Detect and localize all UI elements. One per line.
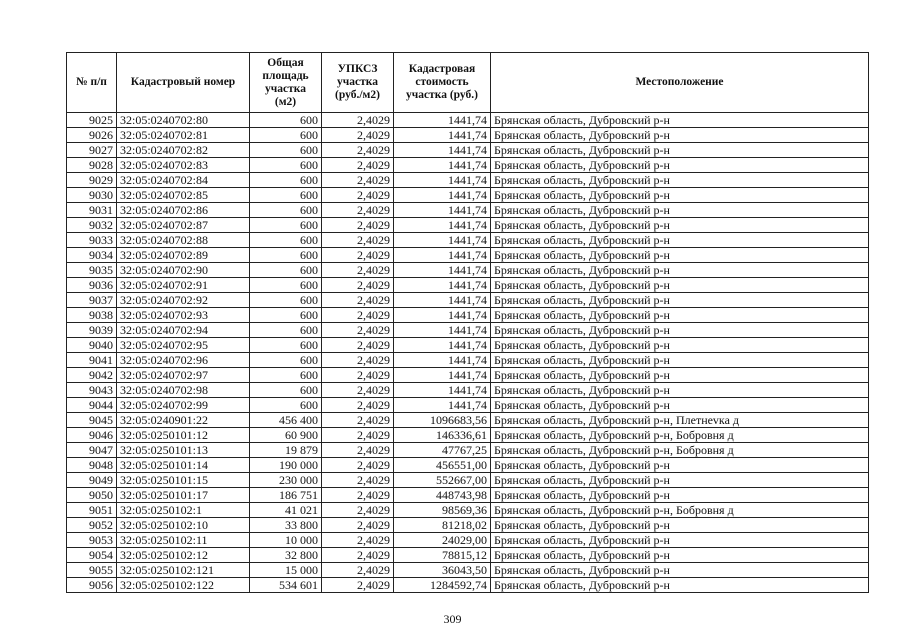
table-body [67,113,869,593]
cell-cost: 81218,02 [394,518,491,533]
cell-cadastral: 32:05:0240702:83 [117,158,250,173]
cell-num: 9049 [67,473,117,488]
cell-location: Брянская область, Дубровский р-н [491,533,869,548]
cell-upksz: 2,4029 [322,368,394,383]
cell-area: 600 [250,128,322,143]
table-row [67,428,869,443]
cell-cost: 1441,74 [394,113,491,128]
cell-num: 9040 [67,338,117,353]
cell-location: Брянская область, Дубровский р-н [491,368,869,383]
cell-location: Брянская область, Дубровский р-н [491,563,869,578]
cell-location: Брянская область, Дубровский р-н [491,518,869,533]
cell-location: Брянская область, Дубровский р-н [491,458,869,473]
cell-area: 600 [250,323,322,338]
cell-area: 600 [250,113,322,128]
cell-cadastral: 32:05:0240702:80 [117,113,250,128]
cell-area: 600 [250,173,322,188]
header-cost: Кадастровая стоимость участка (руб.) [394,53,491,113]
table-row [67,548,869,563]
table-row [67,233,869,248]
table-row [67,113,869,128]
cell-cadastral: 32:05:0240702:91 [117,278,250,293]
table-row [67,128,869,143]
cell-location: Брянская область, Дубровский р-н [491,578,869,593]
table-row [67,473,869,488]
cell-area: 600 [250,203,322,218]
cell-upksz: 2,4029 [322,248,394,263]
cell-upksz: 2,4029 [322,323,394,338]
cell-upksz: 2,4029 [322,128,394,143]
cell-location: Брянская область, Дубровский р-н [491,128,869,143]
table-row [67,263,869,278]
table-row [67,383,869,398]
cell-num: 9051 [67,503,117,518]
cell-num: 9047 [67,443,117,458]
cell-location: Брянская область, Дубровский р-н [491,158,869,173]
cell-cost: 1441,74 [394,173,491,188]
cell-num: 9036 [67,278,117,293]
table-row [67,323,869,338]
cell-area: 600 [250,338,322,353]
cell-area: 600 [250,308,322,323]
cell-upksz: 2,4029 [322,578,394,593]
cell-upksz: 2,4029 [322,158,394,173]
cell-cost: 1441,74 [394,128,491,143]
cell-cost: 1441,74 [394,353,491,368]
cell-upksz: 2,4029 [322,413,394,428]
table-row [67,518,869,533]
cell-location: Брянская область, Дубровский р-н [491,278,869,293]
cell-num: 9026 [67,128,117,143]
cell-cadastral: 32:05:0250102:1 [117,503,250,518]
cell-upksz: 2,4029 [322,473,394,488]
cell-cost: 78815,12 [394,548,491,563]
table-row [67,158,869,173]
table-row [67,338,869,353]
cell-cadastral: 32:05:0240702:88 [117,233,250,248]
cell-cadastral: 32:05:0240702:90 [117,263,250,278]
cell-area: 15 000 [250,563,322,578]
cell-cadastral: 32:05:0240702:93 [117,308,250,323]
cell-area: 600 [250,398,322,413]
cell-cost: 456551,00 [394,458,491,473]
table-row [67,503,869,518]
table-row [67,203,869,218]
cell-cost: 552667,00 [394,473,491,488]
cell-cost: 98569,36 [394,503,491,518]
cell-upksz: 2,4029 [322,173,394,188]
cell-location: Брянская область, Дубровский р-н [491,113,869,128]
cell-location: Брянская область, Дубровский р-н [491,203,869,218]
table-row [67,578,869,593]
cell-upksz: 2,4029 [322,233,394,248]
cell-cost: 1441,74 [394,248,491,263]
cell-cadastral: 32:05:0240702:85 [117,188,250,203]
cell-cost: 24029,00 [394,533,491,548]
cell-cadastral: 32:05:0240702:84 [117,173,250,188]
cell-num: 9044 [67,398,117,413]
cell-area: 534 601 [250,578,322,593]
cell-cost: 1096683,56 [394,413,491,428]
header-location: Местоположение [491,53,869,113]
table-row [67,563,869,578]
cell-upksz: 2,4029 [322,113,394,128]
cell-cadastral: 32:05:0250102:122 [117,578,250,593]
cell-num: 9055 [67,563,117,578]
cell-cadastral: 32:05:0250101:13 [117,443,250,458]
cell-num: 9033 [67,233,117,248]
cell-num: 9046 [67,428,117,443]
cell-num: 9028 [67,158,117,173]
cell-num: 9048 [67,458,117,473]
cell-cost: 1441,74 [394,143,491,158]
cell-cadastral: 32:05:0250101:14 [117,458,250,473]
cell-location: Брянская область, Дубровский р-н [491,548,869,563]
cell-num: 9043 [67,383,117,398]
cell-cadastral: 32:05:0240702:89 [117,248,250,263]
cell-cost: 1441,74 [394,368,491,383]
table-row [67,368,869,383]
cell-upksz: 2,4029 [322,353,394,368]
cell-cadastral: 32:05:0250102:11 [117,533,250,548]
cell-area: 41 021 [250,503,322,518]
cell-upksz: 2,4029 [322,488,394,503]
cell-upksz: 2,4029 [322,503,394,518]
cell-upksz: 2,4029 [322,548,394,563]
header-row [67,53,869,113]
cell-area: 456 400 [250,413,322,428]
cell-cost: 1441,74 [394,188,491,203]
cell-area: 600 [250,353,322,368]
cell-num: 9041 [67,353,117,368]
cell-upksz: 2,4029 [322,533,394,548]
cell-cadastral: 32:05:0240702:82 [117,143,250,158]
cell-num: 9035 [67,263,117,278]
cell-upksz: 2,4029 [322,308,394,323]
cell-cadastral: 32:05:0250102:12 [117,548,250,563]
cell-area: 600 [250,143,322,158]
cell-cost: 1441,74 [394,338,491,353]
cell-area: 33 800 [250,518,322,533]
cell-cadastral: 32:05:0240702:94 [117,323,250,338]
cell-upksz: 2,4029 [322,143,394,158]
cell-location: Брянская область, Дубровский р-н [491,323,869,338]
cell-location: Брянская область, Дубровский р-н [491,293,869,308]
cell-num: 9032 [67,218,117,233]
cell-num: 9052 [67,518,117,533]
cell-cost: 1441,74 [394,203,491,218]
table-row [67,398,869,413]
cell-area: 600 [250,263,322,278]
cell-location: Брянская область, Дубровский р-н [491,398,869,413]
cell-cost: 1441,74 [394,158,491,173]
cell-cost: 1441,74 [394,323,491,338]
cell-num: 9039 [67,323,117,338]
cell-upksz: 2,4029 [322,443,394,458]
cell-cost: 1441,74 [394,233,491,248]
table-row [67,353,869,368]
cell-cost: 1441,74 [394,308,491,323]
cell-upksz: 2,4029 [322,293,394,308]
cell-location: Брянская область, Дубровский р-н [491,233,869,248]
cell-area: 60 900 [250,428,322,443]
cell-location: Брянская область, Дубровский р-н [491,173,869,188]
cadastral-table [66,52,869,593]
cell-cost: 1441,74 [394,293,491,308]
cell-cost: 1441,74 [394,398,491,413]
cell-location: Брянская область, Дубровский р-н [491,473,869,488]
cell-upksz: 2,4029 [322,338,394,353]
cell-cadastral: 32:05:0240702:97 [117,368,250,383]
cell-upksz: 2,4029 [322,563,394,578]
cell-location: Брянская область, Дубровский р-н, Бобровня д [491,443,869,458]
cell-area: 32 800 [250,548,322,563]
cell-area: 19 879 [250,443,322,458]
cell-cadastral: 32:05:0240702:98 [117,383,250,398]
cell-area: 600 [250,368,322,383]
cell-area: 10 000 [250,533,322,548]
page-number: 309 [443,612,462,626]
cell-area: 600 [250,218,322,233]
header-upksz: УПКСЗ участка (руб./м2) [322,53,394,113]
cell-cost: 1441,74 [394,263,491,278]
cell-upksz: 2,4029 [322,218,394,233]
cell-cadastral: 32:05:0250101:12 [117,428,250,443]
cell-num: 9037 [67,293,117,308]
table-row [67,248,869,263]
cell-cadastral: 32:05:0240702:81 [117,128,250,143]
cell-num: 9056 [67,578,117,593]
cell-location: Брянская область, Дубровский р-н, Бобровня д [491,503,869,518]
header-area: Общая площадь участка (м2) [250,53,322,113]
cell-cost: 36043,50 [394,563,491,578]
cell-location: Брянская область, Дубровский р-н [491,383,869,398]
header-cadastral: Кадастровый номер [117,53,250,113]
cell-num: 9038 [67,308,117,323]
cell-area: 600 [250,293,322,308]
table-row [67,308,869,323]
table-row [67,413,869,428]
cell-cadastral: 32:05:0250101:15 [117,473,250,488]
cell-num: 9053 [67,533,117,548]
cell-num: 9029 [67,173,117,188]
cell-cost: 1441,74 [394,383,491,398]
table-row [67,443,869,458]
cell-cost: 146336,61 [394,428,491,443]
cell-location: Брянская область, Дубровский р-н, Бобровня д [491,428,869,443]
cell-location: Брянская область, Дубровский р-н [491,218,869,233]
table-row [67,218,869,233]
cell-area: 186 751 [250,488,322,503]
cell-num: 9045 [67,413,117,428]
cell-cost: 1284592,74 [394,578,491,593]
cell-num: 9054 [67,548,117,563]
cell-cadastral: 32:05:0240702:92 [117,293,250,308]
cell-location: Брянская область, Дубровский р-н [491,188,869,203]
cell-upksz: 2,4029 [322,278,394,293]
cell-area: 230 000 [250,473,322,488]
cell-num: 9027 [67,143,117,158]
cell-cadastral: 32:05:0240702:86 [117,203,250,218]
cell-upksz: 2,4029 [322,263,394,278]
cell-cost: 448743,98 [394,488,491,503]
cell-upksz: 2,4029 [322,458,394,473]
cell-cadastral: 32:05:0240702:87 [117,218,250,233]
cell-location: Брянская область, Дубровский р-н [491,308,869,323]
cell-cadastral: 32:05:0240702:96 [117,353,250,368]
cell-cadastral: 32:05:0250102:10 [117,518,250,533]
cell-num: 9042 [67,368,117,383]
cell-upksz: 2,4029 [322,398,394,413]
cell-area: 600 [250,158,322,173]
cell-location: Брянская область, Дубровский р-н [491,263,869,278]
cell-cadastral: 32:05:0240702:95 [117,338,250,353]
cell-cadastral: 32:05:0250102:121 [117,563,250,578]
cell-location: Брянская область, Дубровский р-н, Плетнevка д [491,413,869,428]
cell-location: Брянская область, Дубровский р-н [491,338,869,353]
cell-num: 9025 [67,113,117,128]
table-row [67,458,869,473]
cell-num: 9031 [67,203,117,218]
table-row [67,143,869,158]
cell-upksz: 2,4029 [322,428,394,443]
cell-upksz: 2,4029 [322,188,394,203]
cell-area: 600 [250,248,322,263]
cell-cost: 47767,25 [394,443,491,458]
cell-num: 9050 [67,488,117,503]
cell-area: 190 000 [250,458,322,473]
cell-location: Брянская область, Дубровский р-н [491,353,869,368]
table-row [67,293,869,308]
cell-upksz: 2,4029 [322,518,394,533]
cell-upksz: 2,4029 [322,383,394,398]
cell-area: 600 [250,278,322,293]
table-row [67,278,869,293]
cell-num: 9034 [67,248,117,263]
table-row [67,488,869,503]
cell-cadastral: 32:05:0250101:17 [117,488,250,503]
table-row [67,173,869,188]
cell-area: 600 [250,383,322,398]
table-row [67,533,869,548]
cell-area: 600 [250,233,322,248]
cell-area: 600 [250,188,322,203]
table-header [67,53,869,113]
cell-cadastral: 32:05:0240702:99 [117,398,250,413]
cell-location: Брянская область, Дубровский р-н [491,248,869,263]
cell-location: Брянская область, Дубровский р-н [491,488,869,503]
cell-upksz: 2,4029 [322,203,394,218]
header-num: № п/п [67,53,117,113]
cell-cost: 1441,74 [394,278,491,293]
cell-cadastral: 32:05:0240901:22 [117,413,250,428]
cell-location: Брянская область, Дубровский р-н [491,143,869,158]
cell-cost: 1441,74 [394,218,491,233]
cell-num: 9030 [67,188,117,203]
table-row [67,188,869,203]
